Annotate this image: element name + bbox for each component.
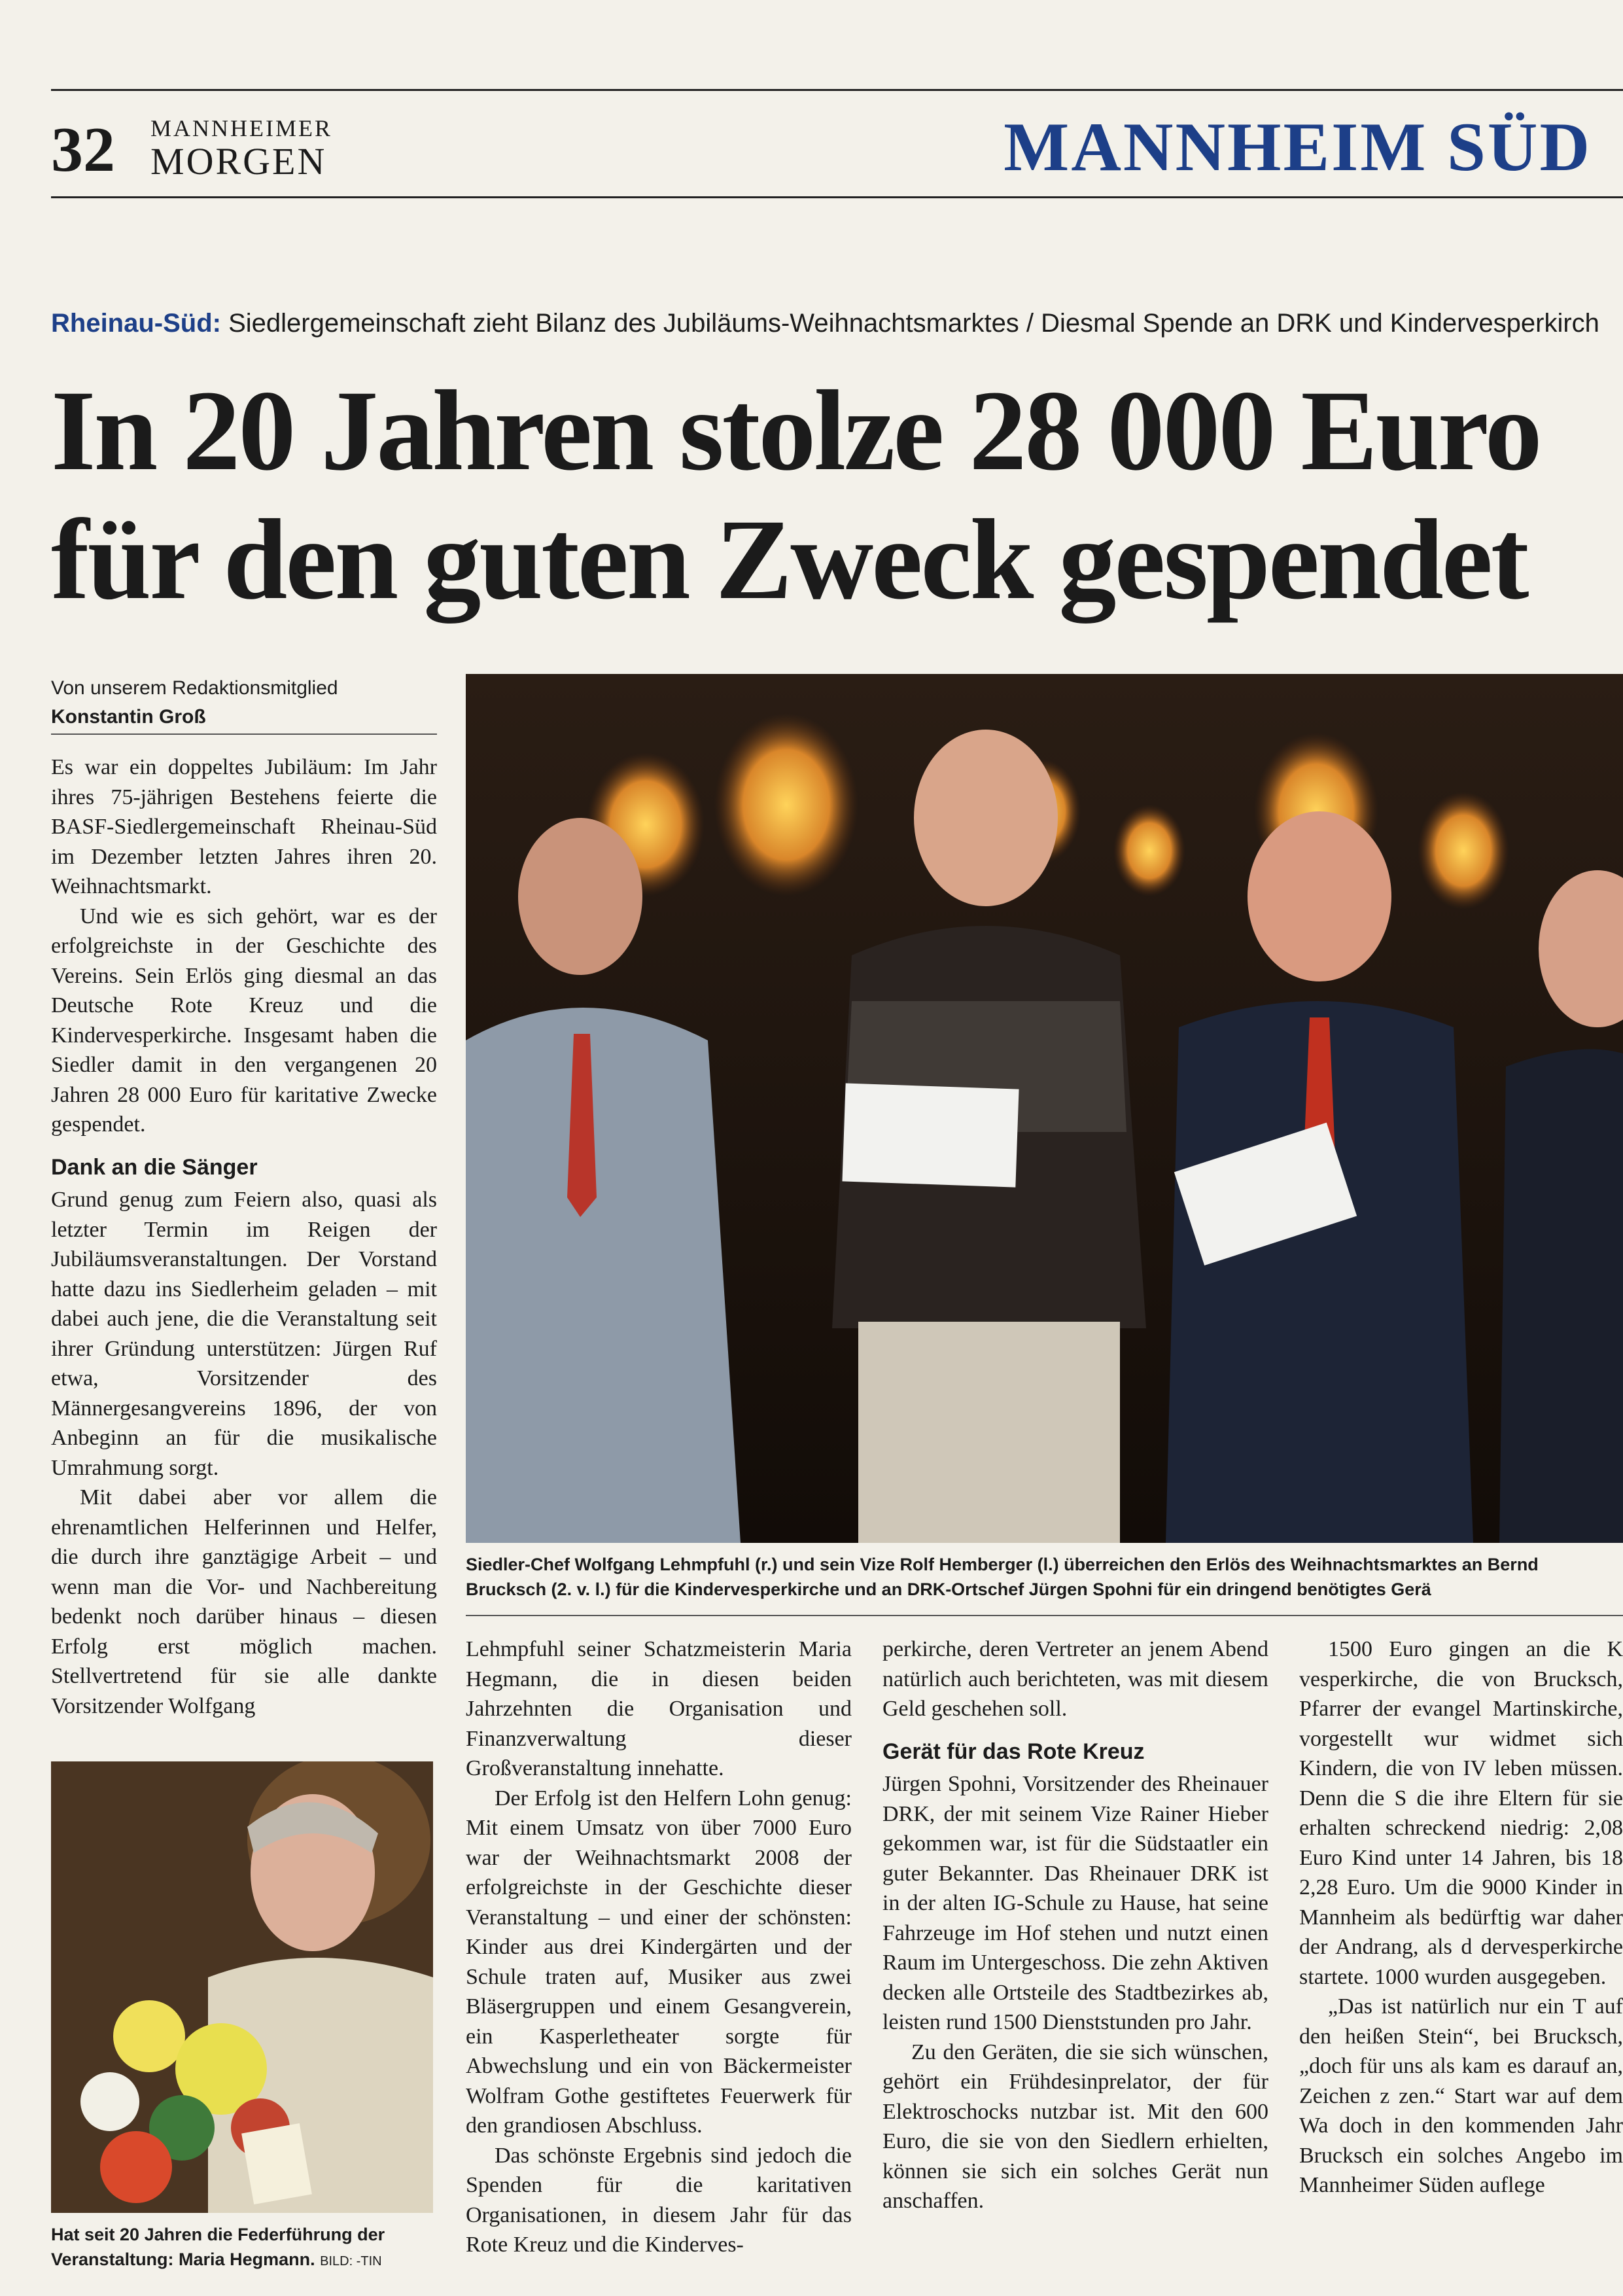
top-rule <box>51 89 1623 91</box>
kicker-text: Siedlergemeinschaft zieht Bilanz des Jubiläums-Weihnachtsmarktes / Diesmal Spende an DRK und Kindervesperkirch <box>220 309 1599 338</box>
paragraph: Das schönste Ergebnis sind jedoch die Spenden für die karitativen Organisationen, in diesem Jahr für das Rote Kreuz und die Kinderves- <box>466 2143 852 2257</box>
subheading: Dank an die Sänger <box>51 1154 258 1180</box>
masthead-rule <box>51 196 1623 198</box>
column-2 <box>466 1634 852 2260</box>
byline <box>51 674 437 731</box>
paper-name-line2: MORGEN <box>150 140 327 183</box>
paragraph: Zu den Geräten, die sie sich wünschen, gehört ein Frühdesinprelator, der für Elektroschocks nutzbar ist. Mit den 600 Euro, die sie von den Siedlern erhielten, können sie sich ein solches Gerät nun anschaffen. <box>882 2040 1268 2213</box>
paragraph: Es war ein doppeltes Jubiläum: Im Jahr ihres 75-jährigen Bestehens feierte die BASF-Siedlergemeinschaft Rheinau-Süd im Dezember letzten Jahres ihren 20. Weihnachtsmarkt. <box>51 755 437 898</box>
byline-author: Konstantin Groß <box>51 705 206 728</box>
paper-name-line1: MANNHEIMER <box>150 115 332 141</box>
small-caption-text: Hat seit 20 Jahren die Federführung der Veranstaltung: Maria Hegmann. <box>51 2225 385 2269</box>
paper-logo <box>150 116 332 181</box>
caption-rule <box>466 1615 1623 1616</box>
paragraph: Und wie es sich gehört, war es der erfolgreichste in der Geschichte des Vereins. Sein Erlös ging diesmal an das Deutsche Rote Kreuz und die Kindervesperkirche. Insgesamt haben die Siedler damit in den vergangenen 20 Jahren 28 000 Euro für karitative Zwecke gespendet. <box>51 904 437 1137</box>
main-photo <box>466 674 1623 1543</box>
byline-intro: Von unserem Redaktionsmitglied <box>51 677 338 699</box>
paragraph: 1500 Euro gingen an die K vesperkirche, die von Brucksch, Pfarrer der evangel Martinskirche, vorgestellt wur widmet sich Kindern, die von IV leben müssen. Denn die S die ihre Eltern für sie erhalten schreckend niedrig: 2,08 Euro Kind unter 14 Jahren, bis 18 2,28 Euro. Um die 9000 Kinder in Mannheim als bedürftig war daher der Andrang, als d dervesperkirche startete. 1000 wurden ausgegeben. <box>1299 1637 1623 1989</box>
kicker <box>51 308 1614 339</box>
main-photo-caption: Siedler-Chef Wolfgang Lehmpfuhl (r.) und sein Vize Rolf Hemberger (l.) überreichen den Erlös des Weihnachtsmarktes an Bernd Brucksch (2. v. l.) für die Kindervesperkirche und an DRK-Ortschef Jürgen Spohni für ein dringend benötigtes Gerä <box>466 1555 1539 1599</box>
paragraph: Lehmpfuhl seiner Schatzmeisterin Maria Hegmann, die in diesen beiden Jahrzehnten die Organisation und Finanzverwaltung dieser Großveranstaltung innehatte. <box>466 1637 852 1780</box>
column-4 <box>1299 1634 1623 2289</box>
paragraph: Jürgen Spohni, Vorsitzender des Rheinauer DRK, der mit seinem Vize Rainer Hieber gekommen war, ist für die Südstaatler ein guter Bekannter. Das Rheinauer DRK ist in der alten IG-Schule zu Hause, hat seine Fahrzeuge im Hof stehen und nutzt einen Raum im Untergeschoss. Die zehn Aktiven decken alle Ortsteile des Stadtbezirkes ab, leisten rund 1500 Dienststunden pro Jahr. <box>882 1772 1268 2034</box>
headline <box>51 366 1608 624</box>
paragraph: Grund genug zum Feiern also, quasi als letzter Termin im Reigen der Jubiläumsveranstaltungen. Der Vorstand hatte dazu ins Siedlerheim geladen – mit dabei auch jene, die die Veranstaltung seit ihrer Gründung unterstützen: Jürgen Ruf etwa, Vorsitzender des Männergesangvereins 1896, der von Anbeginn an für die musikalische Umrahmung sorgt. <box>51 1188 437 1480</box>
main-photo-illustration <box>466 674 1623 1543</box>
small-photo-caption <box>51 2222 437 2274</box>
subheading: Gerät für das Rote Kreuz <box>882 1739 1145 1764</box>
small-photo-illustration <box>51 1761 433 2213</box>
section-title: MANNHEIM SÜD <box>1003 109 1592 185</box>
paragraph: perkirche, deren Vertreter an jenem Abend natürlich auch berichteten, was mit diesem Geld geschehen soll. <box>882 1637 1268 1721</box>
kicker-location: Rheinau-Süd: <box>51 309 221 338</box>
byline-rule <box>51 733 437 735</box>
paragraph: Der Erfolg ist den Helfern Lohn genug: Mit einem Umsatz von über 7000 Euro war der Weihnachtsmarkt 2008 der erfolgreichste in der Geschichte dieser Veranstaltung – und einer der schönsten: Kinder aus drei Kindergärten und der Schule traten auf, Musiker aus zwei Bläsergruppen und einem Gesangverein, ein Kasperletheater sorgte für Abwechslung und ein von Bäckermeister Wolfram Gothe gestiftetes Feuerwerk für den grandiosen Abschluss. <box>466 1786 852 2138</box>
photo-credit: BILD: -TIN <box>320 2254 382 2269</box>
headline-line1: In 20 Jahren stolze 28 000 Euro <box>51 367 1541 495</box>
headline-line2: für den guten Zweck gespendet <box>51 496 1527 624</box>
column-3 <box>882 1634 1268 2216</box>
paragraph: „Das ist natürlich nur ein T auf den heißen Stein“, bei Brucksch, „doch für uns als kam es darauf an, Zeichen z zen.“ Start war auf dem Wa doch in den kommenden Jahr Brucksch ein solches Angebo im Mannheimer Süden auflege <box>1299 1994 1623 2197</box>
small-photo <box>51 1761 433 2213</box>
paragraph: Mit dabei aber vor allem die ehrenamtlichen Helferinnen und Helfer, die durch ihre ganztägige Arbeit – und wenn man die Vor- und Nachbereitung bedenkt noch darüber hinaus – diesen Erfolg erst möglich machen. Stellvertretend für sie alle dankte Vorsitzender Wolfgang <box>51 1485 437 1718</box>
page-number: 32 <box>51 115 115 185</box>
column-1 <box>51 752 437 1721</box>
